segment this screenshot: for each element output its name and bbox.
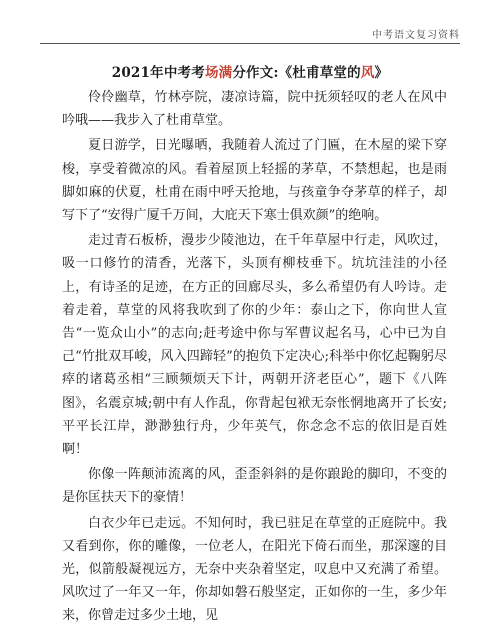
paragraph-4: 你像一阵颠沛流离的风，歪歪斜斜的是你踉跄的脚印，不变的是你匡扶天下的豪情！: [62, 467, 447, 506]
title-accent-2: 风: [360, 65, 375, 81]
paragraph-2: 夏日游学，日光曝晒，我随着人流过了门匾，在木屋的梁下穿梭，享受着微凉的风。看着屋顶上轻摇的茅草，不禁想起，也是雨脚如麻的伏夏，杜甫在雨中呼天抢地，与孩童争夺茅草的样子，却写下了“安得广厦千万间，大庇天下寒士俱欢颜”的绝响。: [62, 138, 447, 224]
title-prefix: 2021年中考考: [111, 65, 205, 81]
paragraph-3: 走过青石板桥，漫步少陵池边，在千年草屋中行走，风吹过，吸一口修竹的清香，光落下，头顶有柳枝垂下。坑坑洼洼的小径上，有诗圣的足迹，在方正的回廊尽头，多么希望仍有人吟诗。走着走着，草堂的风将我吹到了你的少年：泰山之下，你向世人宣告“一览众山小”的志向;赶考途中你与军曹议起名马，心中已为自己“竹批双耳峻，风入四蹄轻”的抱负下定决心;科举中你忆起鞠躬尽瘁的诸葛丞相“三顾频烦天下计，两朝开济老臣心”，题下《八阵图》，名震京城;朝中有人作乱，你背起包袱无奈怅惘地离开了长安;平平长江岸，渺渺独行舟，少年英气，你念念不忘的依旧是百姓啊！: [62, 233, 447, 458]
title-suffix: 分作文:《杜甫草堂的: [232, 65, 361, 81]
title-end: 》: [374, 65, 389, 81]
paragraph-5: 白衣少年已走远。不知何时，我已驻足在草堂的正庭院中。我又看到你，你的雕像，一位老人，在阳光下倚石而坐，那深邃的目光，似箭般凝视远方，无奈中夹杂着坚定，叹息中又充满了希望。风吹过了一年又一年，你却如磐石般坚定，正如你的一生，多少年来，你曾走过多少土地，见: [62, 515, 447, 624]
title-accent: 场满: [204, 65, 233, 81]
essay-title: [0, 61, 500, 81]
paragraph-1: 伶伶幽草，竹林亭院，凄凉诗篇，院中抚须轻叹的老人在风中吟哦——我步入了杜甫草堂。: [62, 90, 447, 129]
essay-body: [62, 86, 447, 630]
header-divider: [40, 43, 460, 44]
document-header-label: 中考语文复习资料: [372, 30, 460, 41]
